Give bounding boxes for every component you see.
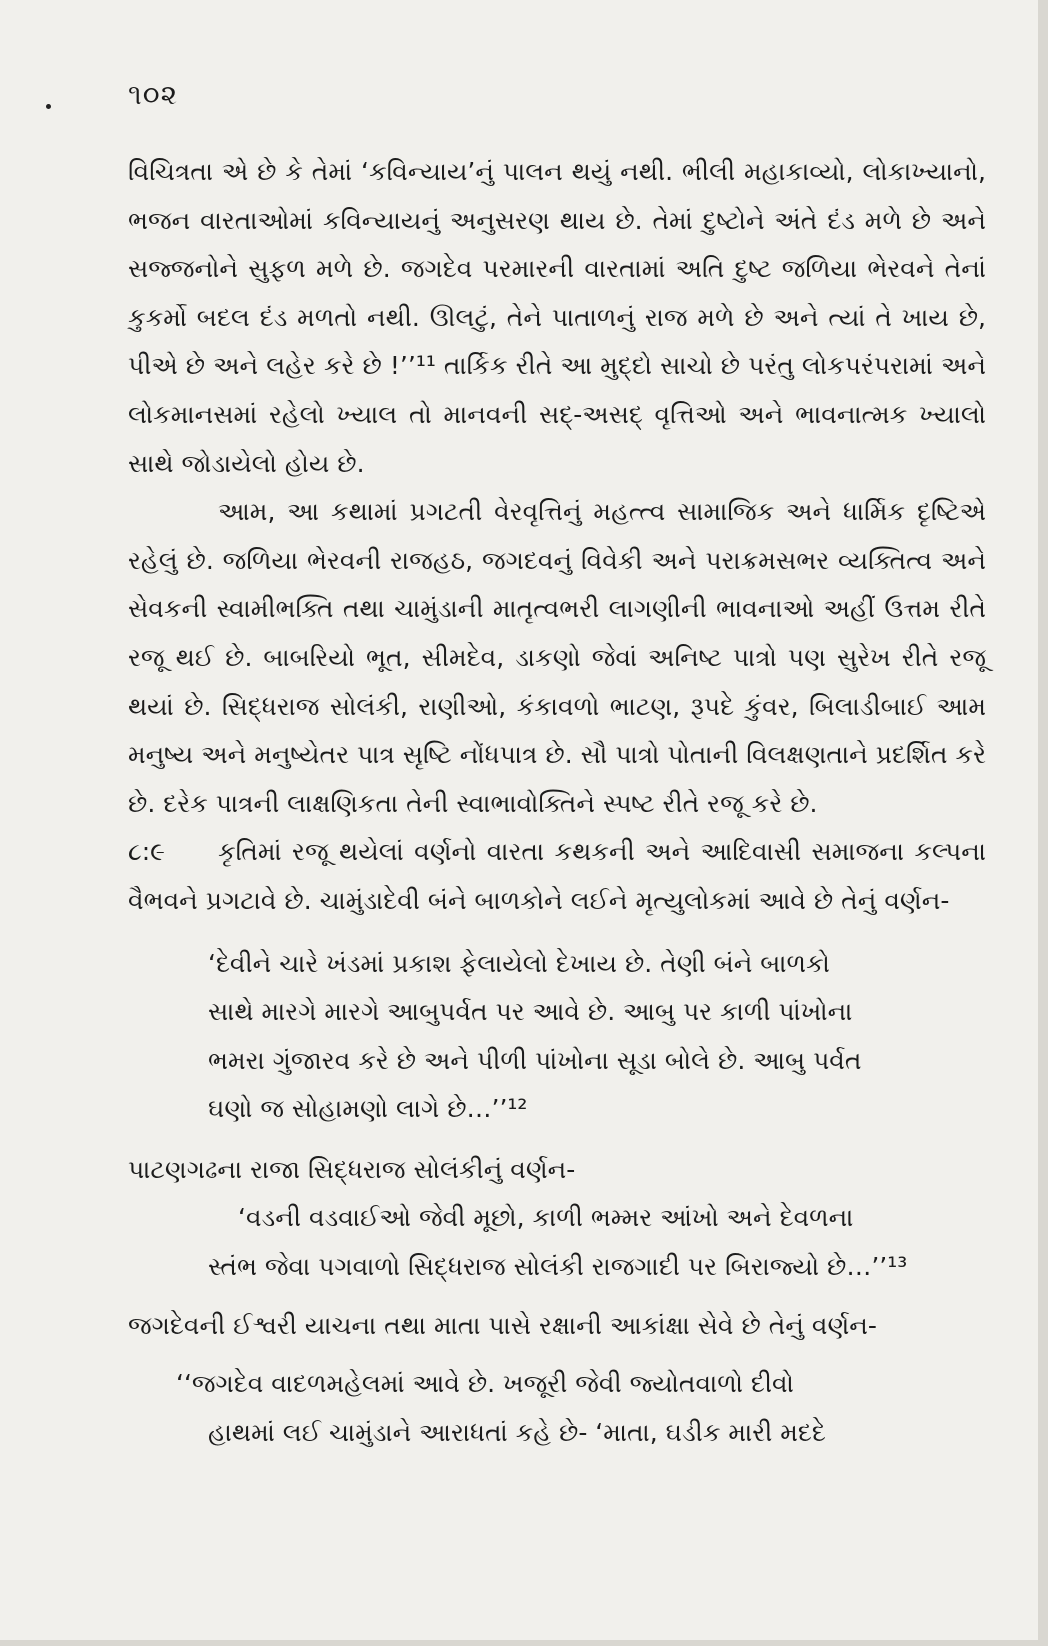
quote-devi — [128, 940, 986, 1134]
quote-3-line-1: ‘‘જગદેવ વાદળમહેલમાં આવે છે. ખજૂરી જેવી જ્યોતવાળો દીવો — [176, 1369, 794, 1399]
section-text — [128, 828, 986, 925]
intro-siddhraj: પાટણગઢના રાજા સિદ્ધરાજ સોલંકીનું વર્ણન- — [128, 1154, 576, 1184]
margin-dot — [46, 104, 51, 109]
quote-1-line-1: ‘દેવીને ચારે ખંડમાં પ્રકાશ ફેલાયેલો દેખાય છે. તેણી બંને બાળકો — [208, 948, 830, 978]
intro-jagdev: જગદેવની ઈશ્વરી યાચના તથા માતા પાસે રક્ષાની આકાંક્ષા સેવે છે તેનું વર્ણન- — [128, 1310, 877, 1340]
page-number: ૧૦૨ — [128, 78, 179, 111]
quote-1-line-4: ઘણો જ સોહામણો લાગે છે…’’¹² — [208, 1094, 528, 1124]
quote-2-line-1: ‘વડની વડવાઈઓ જેવી મૂછો, કાળી ભમ્મર આંખો અને દેવળના — [238, 1203, 854, 1233]
quote-jagdev — [128, 1360, 986, 1457]
section-body: કૃતિમાં રજૂ થયેલાં વર્ણનો વારતા કથકની અને આદિવાસી સમાજના કલ્પના વૈભવને પ્રગટાવે છે. ચામુંડાદેવી બંને બાળકોને લઈને મૃત્યુલોકમાં આવે છે તેનું વર્ણન- — [128, 837, 986, 915]
quote-siddhraj — [128, 1194, 986, 1291]
quote-1-line-3: ભમરા ગુંજારવ કરે છે અને પીળી પાંખોના સૂડા બોલે છે. આબુ પર્વત — [208, 1045, 862, 1075]
paragraph-2: આમ, આ કથામાં પ્રગટતી વેરવૃત્તિનું મહત્ત્વ સામાજિક અને ધાર્મિક દૃષ્ટિએ રહેલું છે. જળિયા ભેરવની રાજહઠ, જગદવનું વિવેકી અને પરાક્રમસભર વ્યક્તિત્વ અને સેવકની સ્વામીભક્તિ તથા ચામુંડાની માતૃત્વભરી લાગણીની ભાવનાઓ અહીં ઉત્તમ રીતે રજૂ થઈ છે. બાબરિયો ભૂત, સીમદેવ, ડાકણો જેવાં અનિષ્ટ પાત્રો પણ સુરેખ રીતે રજૂ થયાં છે. સિદ્ધરાજ સોલંકી, રાણીઓ, કંકાવળો ભાટણ, રૂપદે કુંવર, બિલાડીબાઈ આમ મનુષ્ય અને મનુષ્યેતર પાત્ર સૃષ્ટિ નોંધપાત્ર છે. સૌ પાત્રો પોતાની વિલક્ષણતાને પ્રદર્શિત કરે છે. દરેક પાત્રની લાક્ષણિકતા તેની સ્વાભાવોક્તિને સ્પષ્ટ રીતે રજૂ કરે છે. — [128, 497, 986, 818]
quote-3-line-2: હાથમાં લઈ ચામુંડાને આરાધતાં કહે છે- ‘માતા, ઘડીક મારી મદદે — [208, 1417, 826, 1447]
section-number: ૮:૯ — [128, 837, 165, 867]
quote-2-line-2: સ્તંભ જેવા પગવાળો સિદ્ધરાજ સોલંકી રાજગાદી પર બિરાજ્યો છે…’’¹³ — [208, 1252, 908, 1282]
paragraph-1: વિચિત્રતા એ છે કે તેમાં ‘કવિન્યાય’નું પાલન થયું નથી. ભીલી મહાકાવ્યો, લોકાખ્યાનો, ભજન વારતાઓમાં કવિન્યાયનું અનુસરણ થાય છે. તેમાં દુષ્ટોને અંતે દંડ મળે છે અને સજ્જનોને સુફળ મળે છે. જગદેવ પરમારની વારતામાં અતિ દુષ્ટ જળિયા ભેરવને તેનાં કુકર્મો બદલ દંડ મળતો નથી. ઊલટું, તેને પાતાળનું રાજ મળે છે અને ત્યાં તે ખાય છે, પીએ છે અને લહેર કરે છે !’’¹¹ તાર્કિક રીતે આ મુદ્દો સાચો છે પરંતુ લોકપરંપરામાં અને લોકમાનસમાં રહેલો ખ્યાલ તો માનવની સદ્-અસદ્ વૃત્તિઓ અને ભાવનાત્મક ખ્યાલો સાથે જોડાયેલો હોય છે. — [128, 157, 986, 478]
page-text — [128, 148, 986, 1457]
quote-1-line-2: સાથે મારગે મારગે આબુપર્વત પર આવે છે. આબુ પર કાળી પાંખોના — [208, 997, 853, 1027]
